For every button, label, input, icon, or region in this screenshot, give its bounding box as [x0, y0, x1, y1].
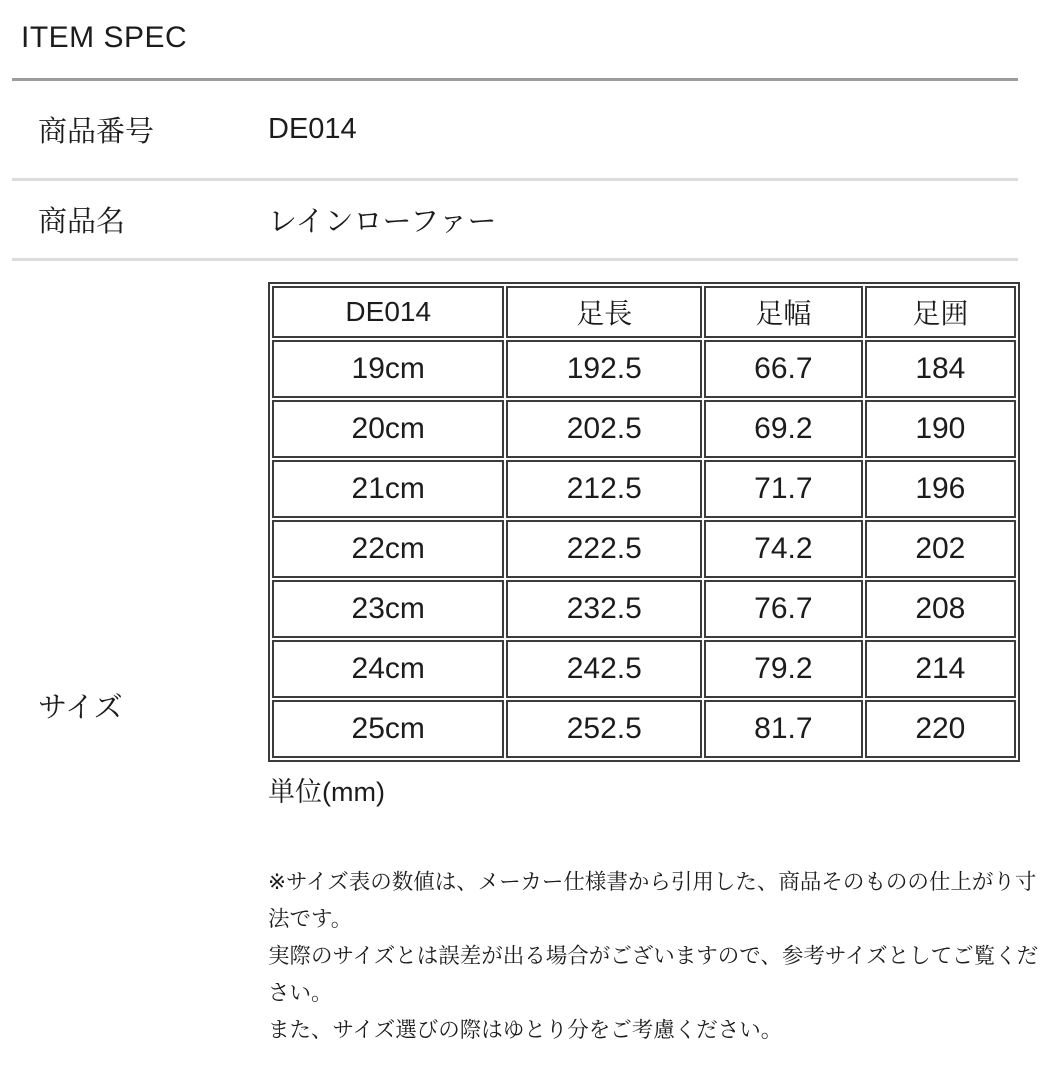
- product-number-label: 商品番号: [38, 116, 155, 148]
- foot-girth-cell: 214: [865, 640, 1016, 698]
- size-cell: 19cm: [272, 340, 504, 398]
- foot-girth-cell: 196: [865, 460, 1016, 518]
- foot-width-cell: 76.7: [704, 580, 863, 638]
- table-row: [272, 400, 1016, 458]
- size-cell: 22cm: [272, 520, 504, 578]
- size-table-header-foot-length: 足長: [506, 286, 702, 338]
- size-table-header-model: DE014: [272, 286, 504, 338]
- size-cell: 23cm: [272, 580, 504, 638]
- table-row: [272, 520, 1016, 578]
- table-row: [272, 640, 1016, 698]
- table-row: [272, 340, 1016, 398]
- spec-row-product-name: [0, 181, 1048, 258]
- size-table: [268, 282, 1020, 762]
- foot-width-cell: 71.7: [704, 460, 863, 518]
- foot-length-cell: 222.5: [506, 520, 702, 578]
- foot-length-cell: 192.5: [506, 340, 702, 398]
- note-line: ※サイズ表の数値は、メーカー仕様書から引用した、商品そのものの仕上がり寸法です。: [268, 870, 1037, 931]
- foot-girth-cell: 220: [865, 700, 1016, 758]
- spec-row-size: [0, 261, 1048, 1069]
- foot-girth-cell: 202: [865, 520, 1016, 578]
- product-name-value: レインローファー: [268, 206, 497, 238]
- foot-girth-cell: 190: [865, 400, 1016, 458]
- note-line: 実際のサイズとは誤差が出る場合がございますので、参考サイズとしてご覧ください。: [268, 943, 1039, 1005]
- product-name-label: 商品名: [38, 206, 126, 238]
- foot-length-cell: 252.5: [506, 700, 702, 758]
- size-table-header-foot-girth: 足囲: [865, 286, 1016, 338]
- foot-length-cell: 202.5: [506, 400, 702, 458]
- foot-girth-cell: 184: [865, 340, 1016, 398]
- size-content: [268, 282, 1048, 1049]
- foot-length-cell: 232.5: [506, 580, 702, 638]
- note-line: また、サイズ選びの際はゆとり分をご考慮ください。: [268, 1017, 783, 1042]
- foot-length-cell: 242.5: [506, 640, 702, 698]
- foot-length-cell: 212.5: [506, 460, 702, 518]
- foot-width-cell: 69.2: [704, 400, 863, 458]
- foot-width-cell: 66.7: [704, 340, 863, 398]
- unit-note: 単位(mm): [268, 777, 385, 807]
- foot-width-cell: 81.7: [704, 700, 863, 758]
- size-cell: 21cm: [272, 460, 504, 518]
- table-row: [272, 460, 1016, 518]
- foot-girth-cell: 208: [865, 580, 1016, 638]
- size-table-header-foot-width: 足幅: [704, 286, 863, 338]
- product-number-value: DE014: [268, 113, 357, 145]
- foot-width-cell: 79.2: [704, 640, 863, 698]
- size-label: サイズ: [38, 691, 123, 724]
- spec-row-product-number: [0, 81, 1048, 178]
- foot-width-cell: 74.2: [704, 520, 863, 578]
- size-cell: 20cm: [272, 400, 504, 458]
- size-table-header-row: [272, 286, 1016, 338]
- table-row: [272, 580, 1016, 638]
- page-title: ITEM SPEC: [21, 21, 188, 54]
- size-notes: [268, 864, 1046, 1049]
- table-row: [272, 700, 1016, 758]
- size-cell: 24cm: [272, 640, 504, 698]
- size-cell: 25cm: [272, 700, 504, 758]
